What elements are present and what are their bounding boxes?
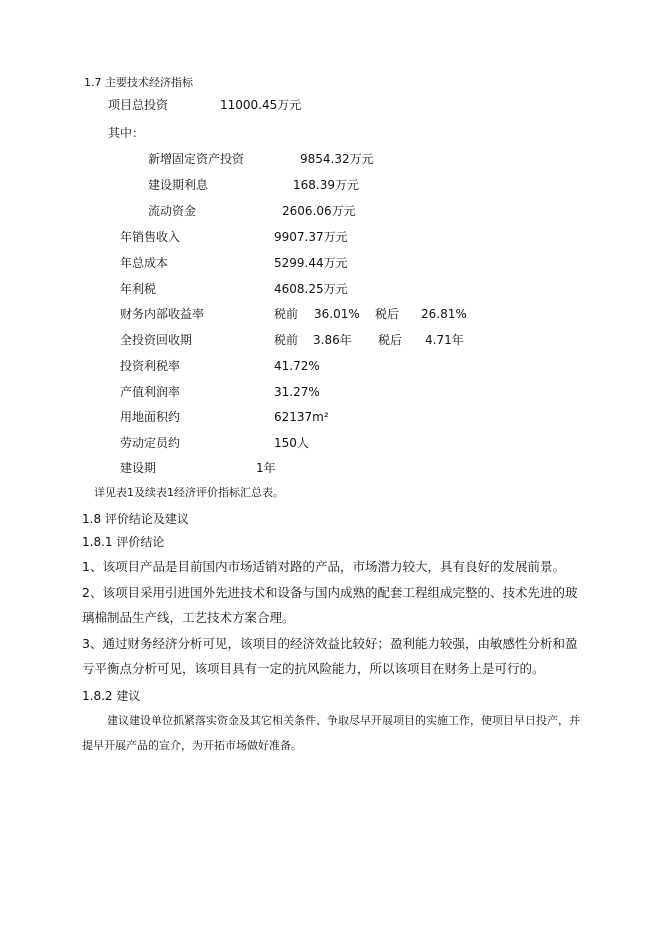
staff-value: 150人 bbox=[274, 436, 309, 450]
section-1-8-1-heading: 1.8.1 评价结论 bbox=[82, 535, 165, 549]
construction-period-value: 1年 bbox=[256, 461, 276, 475]
total-investment-label: 项目总投资 bbox=[108, 98, 169, 112]
summary-table-note: 详见表1及续表1经济评价指标汇总表。 bbox=[94, 486, 284, 499]
payback-post-value: 4.71年 bbox=[425, 333, 464, 347]
profit-tax-label: 年利税 bbox=[120, 282, 157, 296]
investment-tax-rate-value: 41.72% bbox=[274, 359, 320, 373]
suggestion-line-1: 建议建设单位抓紧落实资金及其它相关条件、争取尽早开展项目的实施工作，使项目早日投产，并 bbox=[107, 714, 580, 727]
total-investment-value: 11000.45万元 bbox=[220, 98, 302, 112]
irr-label: 财务内部收益率 bbox=[120, 307, 205, 321]
conclusion-1: 1、该项目产品是目前国内市场适销对路的产品，市场潜力较大，具有良好的发展前景。 bbox=[82, 559, 565, 574]
total-cost-value: 5299.44万元 bbox=[274, 256, 348, 270]
payback-pre-label: 税前 bbox=[274, 333, 299, 347]
staff-label: 劳动定员约 bbox=[120, 436, 181, 450]
fixed-asset-label: 新增固定资产投资 bbox=[148, 152, 245, 166]
irr-post-value: 26.81% bbox=[421, 307, 467, 321]
payback-post-label: 税后 bbox=[378, 333, 403, 347]
construction-period-label: 建设期 bbox=[120, 461, 157, 475]
irr-pre-label: 税前 bbox=[274, 307, 299, 321]
profit-tax-value: 4608.25万元 bbox=[274, 282, 348, 296]
irr-pre-value: 36.01% bbox=[314, 307, 360, 321]
land-area-value: 62137m² bbox=[274, 410, 329, 424]
profit-margin-value: 31.27% bbox=[274, 385, 320, 399]
fixed-asset-value: 9854.32万元 bbox=[300, 152, 374, 166]
interest-label: 建设期利息 bbox=[148, 178, 209, 192]
annual-revenue-label: 年销售收入 bbox=[120, 230, 181, 244]
payback-pre-value: 3.86年 bbox=[313, 333, 352, 347]
conclusion-3-line-1: 3、通过财务经济分析可见，该项目的经济效益比较好；盈利能力较强，由敏感性分析和盈 bbox=[82, 636, 578, 651]
suggestion-line-2: 提早开展产品的宣介，为开拓市场做好准备。 bbox=[82, 739, 302, 752]
total-cost-label: 年总成本 bbox=[120, 256, 169, 270]
working-capital-value: 2606.06万元 bbox=[282, 204, 356, 218]
conclusion-2-line-2: 璃棉制品生产线，工艺技术方案合理。 bbox=[82, 610, 295, 625]
section-1-7-heading: 1.7 主要技术经济指标 bbox=[84, 76, 193, 89]
conclusion-3-line-2: 亏平衡点分析可见，该项目具有一定的抗风险能力，所以该项目在财务上是可行的。 bbox=[82, 661, 545, 676]
payback-label: 全投资回收期 bbox=[120, 333, 193, 347]
land-area-label: 用地面积约 bbox=[120, 410, 181, 424]
conclusion-2-line-1: 2、该项目采用引进国外先进技术和设备与国内成熟的配套工程组成完整的、技术先进的玻 bbox=[82, 585, 578, 600]
among-label: 其中： bbox=[108, 126, 145, 140]
annual-revenue-value: 9907.37万元 bbox=[274, 230, 348, 244]
section-1-8-2-heading: 1.8.2 建议 bbox=[82, 689, 141, 703]
irr-post-label: 税后 bbox=[375, 307, 400, 321]
investment-tax-rate-label: 投资利税率 bbox=[120, 359, 181, 373]
section-1-8-heading: 1.8 评价结论及建议 bbox=[82, 512, 189, 526]
working-capital-label: 流动资金 bbox=[148, 204, 197, 218]
interest-value: 168.39万元 bbox=[293, 178, 359, 192]
profit-margin-label: 产值利润率 bbox=[120, 385, 181, 399]
